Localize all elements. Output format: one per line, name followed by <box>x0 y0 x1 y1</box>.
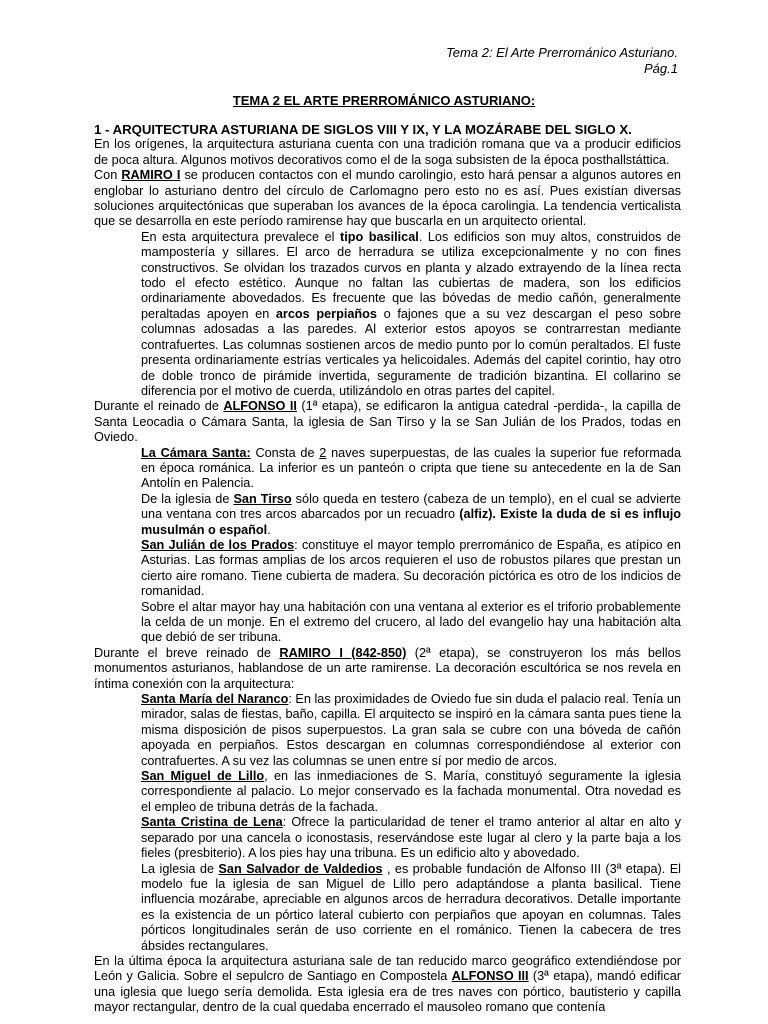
paragraph-ramiro-reinado <box>94 646 681 692</box>
paragraph-text: se producen contactos con el mundo carolingio, esto hará pensar a algunos autores en englobar lo asturiano dentro del círculo de Carlomagno pero esto no es así. Pues existían diversas soluciones arquitectónicas que superaban los avances de la época carolingia. La tendencia verticalista que se desarrolla en este período ramirense hay que buscarla en un arquitecto oriental. <box>94 168 681 229</box>
paragraph-text: 2 <box>319 445 327 460</box>
paragraph-text: . Los edificios son muy altos, construidos de mampostería y sillares. El arco de herradura se utiliza excepcionalmente y no con fines constructivos. Se olvidan los trazados curvos en planta y alzado extrayendo de la línea recta todo el efecto estético. Aunque no faltan las cubiertas de madera, son los edificios ordinariamente abovedados. Es frecuente que las bóvedas de medio cañón, generalmente peraltadas apoyen en <box>141 229 681 321</box>
paragraph-text: sólo queda en testero (cabeza de un templo), en el cual se advierte una ventana con tres arcos abarcados por un recuadro <box>141 491 681 522</box>
paragraph-camara-santa <box>94 446 681 492</box>
emphasis-text: tipo basilical <box>339 229 419 244</box>
emphasis-text: ALFONSO II <box>223 399 297 414</box>
emphasis-text: Santa María del Naranco <box>141 692 289 707</box>
paragraph-origenes <box>94 137 681 168</box>
paragraph-santa-cristina-lena <box>94 815 681 861</box>
paragraph-text: Consta de <box>250 445 320 460</box>
paragraph-san-miguel-lillo <box>94 769 681 815</box>
paragraph-text: : En las proximidades de Oviedo fue sin duda el palacio real. Tenía un mirador, salas de fiestas, baño, capilla. El arquitecto se inspiró en la cámara santa pues tiene la misma disposición de pisos superpuestos. La gran sala se cubre con una bóveda de cañón apoyada en perpiaños. Estos descargan en columnas correspondiéndose al exterior con contrafuertes. A su vez las columnas se unen entre sí por medio de arcos. <box>141 692 681 768</box>
emphasis-text: RAMIRO I <box>121 168 181 183</box>
paragraph-text: En la última época la arquitectura asturiana sale de tan reducido marco geográfico extendiéndose por León y Galicia. Sobre el sepulcro de Santiago en Compostela <box>94 953 681 984</box>
paragraph-san-tirso <box>94 492 681 538</box>
paragraph-text: : constituye el mayor templo prerrománico de España, es atípico en Asturias. Las formas amplias de los arcos requieren el uso de robustos pilares que prestan un cierto aire romano. Tiene cubierta de madera. Su decoración pictórica es otro de los indicios de romanidad. <box>141 537 681 599</box>
paragraph-text: , en las inmediaciones de S. María, constituyó seguramente la iglesia correspondiente al palacio. Lo mejor conservado es la fachada monumental. Otra novedad es el empleo de tribuna detrás de la fachada. <box>141 769 681 814</box>
emphasis-text: San Julián de los Prados <box>141 537 295 552</box>
paragraph-text: Con <box>94 168 122 183</box>
paragraph-text: Sobre el altar mayor hay una habitación con una ventana al exterior es el triforio probablemente la celda de un monje. En el extremo del crucero, al lado del evangelio hay una habitación alta que debió de ser tribuna. <box>141 599 681 645</box>
paragraph-text: naves superpuestas, de las cuales la superior fue reformada en época románica. La inferior es un panteón o cripta que tiene su antecedente en la de San Antolín en Palencia. <box>141 445 681 491</box>
section-heading <box>94 122 681 137</box>
paragraph-san-julian <box>94 538 681 600</box>
document-body <box>94 122 681 1016</box>
emphasis-text: RAMIRO I (842-850) <box>279 645 407 660</box>
paragraph-tipo-basilical <box>94 230 681 399</box>
page-number: Pág.1 <box>644 61 678 76</box>
paragraph-alfonso-ii <box>94 399 681 445</box>
emphasis-text: ALFONSO III <box>451 969 529 984</box>
paragraph-santa-maria-naranco <box>94 692 681 769</box>
paragraph-text: 1 - ARQUITECTURA ASTURIANA DE SIGLOS VIII Y IX, Y LA MOZÁRABE DEL SIGLO X. <box>94 122 632 137</box>
emphasis-text: San Miguel de Lillo <box>141 769 265 784</box>
paragraph-ultima-epoca <box>94 954 681 1016</box>
emphasis-text: San Salvador de Valdedios <box>218 861 383 876</box>
emphasis-text: arcos perpiaños <box>275 306 377 321</box>
emphasis-text: La Cámara Santa: <box>141 445 251 460</box>
running-header-title: Tema 2: El Arte Prerrománico Asturiano. <box>446 45 678 60</box>
paragraph-text: En esta arquitectura prevalece el <box>141 229 340 244</box>
paragraph-text: Durante el reinado de <box>94 399 224 414</box>
document-title: TEMA 2 EL ARTE PRERROMÁNICO ASTURIANO: <box>232 93 536 108</box>
paragraph-text: , es probable fundación de Alfonso III (3ª etapa). El modelo fue la iglesia de san Miguel de Lillo pero adaptándose a planta basilical. Tiene influencia mozárabe, apreciable en algunos arcos de herradura decorativos. Detalle importante es la existencia de un pórtico lateral cubierto con perpiaños que apoyan en columnas. Tales pórticos longitudinales serán de uso corriente en el románico. Tienen la cabecera de tres ábsides rectangulares. <box>141 861 681 953</box>
paragraph-text: De la iglesia de <box>141 491 234 506</box>
paragraph-text: (1ª etapa), se edificaron la antigua catedral -perdida-, la capilla de Santa Leocadia o Cámara Santa, la iglesia de San Tirso y la se San Julián de los Prados, todas en Oviedo. <box>94 399 681 445</box>
paragraph-ramiro-intro <box>94 168 681 230</box>
emphasis-text: (alfiz). Existe la duda de si es influjo musulmán o español <box>141 507 681 537</box>
paragraph-triforio <box>94 600 681 646</box>
paragraph-text: (2ª etapa), se construyeron los más bellos monumentos asturianos, hablandose de un arte ramirense. La decoración escultórica se nos revela en íntima conexión con la arquitectura: <box>94 645 681 691</box>
paragraph-text: La iglesia de <box>141 861 219 876</box>
paragraph-san-salvador-valdedios <box>94 862 681 954</box>
paragraph-text: : Ofrece la particularidad de tener el tramo anterior al altar en alto y separado por una cancela o iconostasis, reservándose este lugar al clero y la parte baja a los fieles (presbiterio). A los pies hay una tribuna. Es un edificio alto y abovedado. <box>141 815 682 861</box>
emphasis-text: Santa Cristina de Lena <box>141 815 283 830</box>
paragraph-text: Durante el breve reinado de <box>94 645 280 660</box>
paragraph-text: o fajones que a su vez descargan el peso sobre columnas adosadas a las paredes. Al exterior estos apoyos se contrarrestan mediante contrafuertes. Las columnas sostienen arcos de medio punto por lo común peraltados. El fuste presenta ordinariamente estrías verticales ya helicoidales. Además del capitel corintio, hay otro de doble tronco de pirámide invertida, seguramente de tradición bizantina. El collarino se diferencia por el motivo de cuerda, utilizándolo en otras partes del capitel. <box>141 306 681 398</box>
paragraph-text: En los orígenes, la arquitectura asturiana cuenta con una tradición romana que va a producir edificios de poca altura. Algunos motivos decorativos como el de la soga subsisten de la época posthallstáttica. <box>94 137 681 167</box>
paragraph-text: . <box>267 522 271 537</box>
emphasis-text: San Tirso <box>233 491 292 506</box>
paragraph-text: (3ª etapa), mandó edificar una iglesia que luego sería demolida. Esta iglesia era de tres naves con pórtico, bautisterio y capilla mayor rectangular, dentro de la cual quedaba encerrado el mausoleo romano que contenía <box>94 969 682 1015</box>
